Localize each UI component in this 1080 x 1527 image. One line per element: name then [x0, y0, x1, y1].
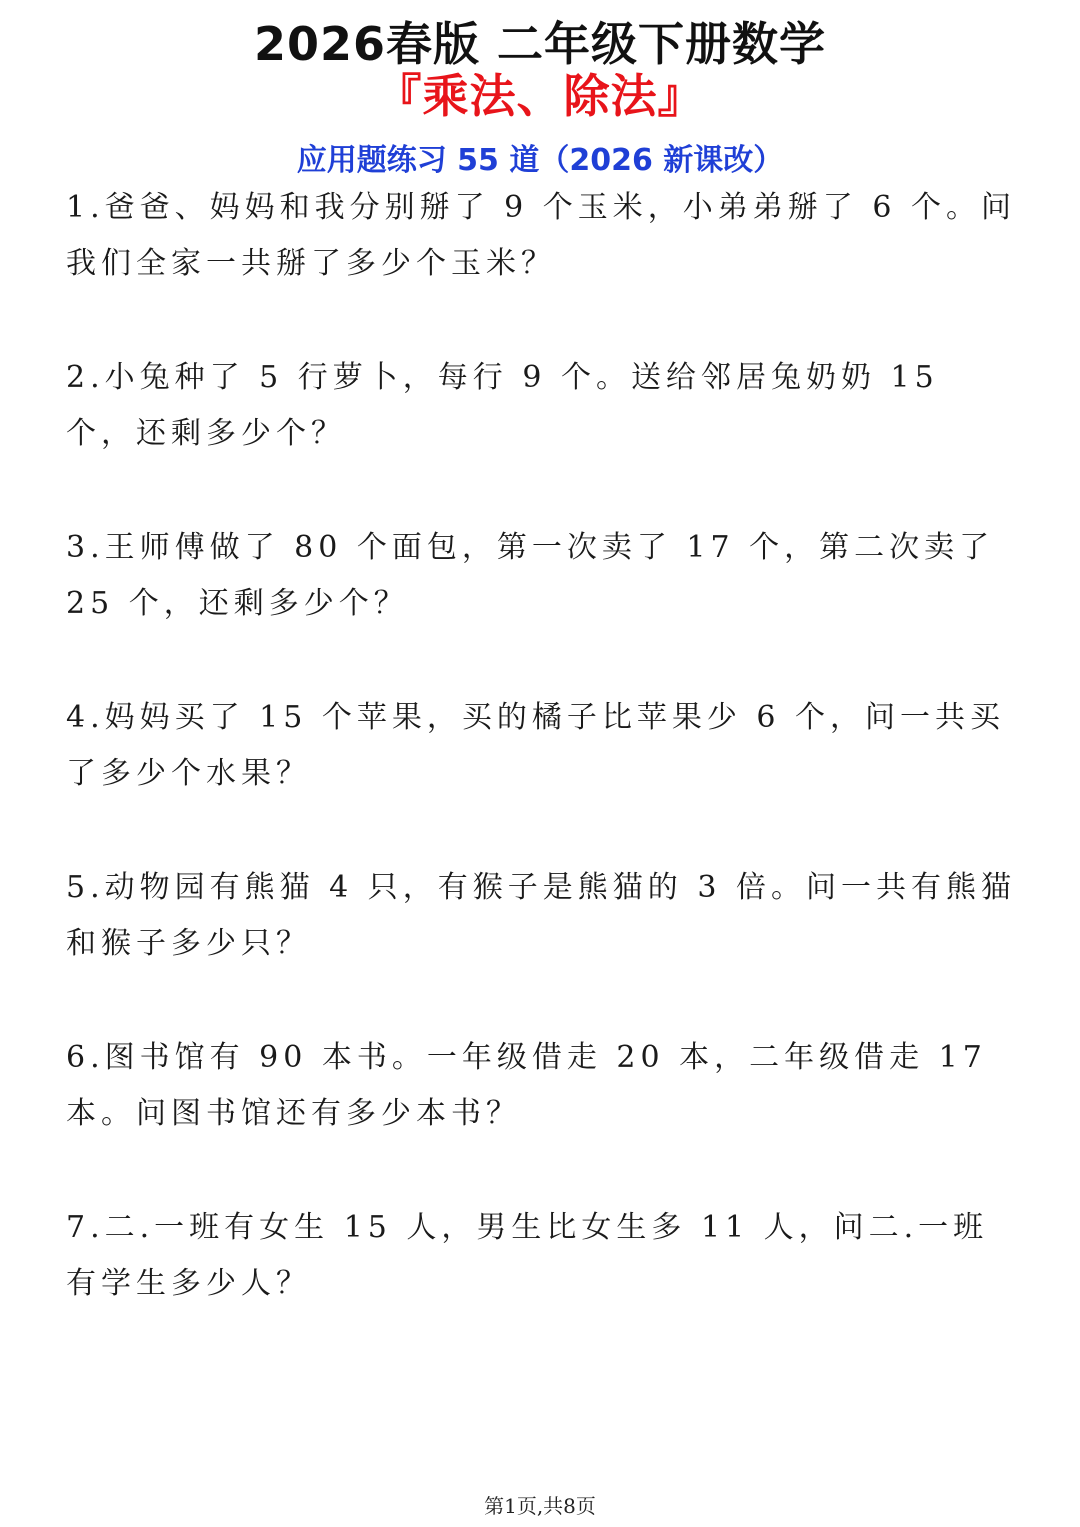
- problem-item-7: 7.二.一班有女生 15 人，男生比女生多 11 人，问二.一班有学生多少人？: [66, 1210, 989, 1301]
- page-title: 2026春版 二年级下册数学: [253, 17, 827, 71]
- problem-list: [66, 180, 1016, 1370]
- page-number: 第1页,共8页: [484, 1494, 596, 1518]
- problem-item-1: 1.爸爸、妈妈和我分别掰了 9 个玉米，小弟弟掰了 6 个。问我们全家一共掰了多少个玉米？: [66, 190, 1016, 281]
- problem-item-4: 4.妈妈买了 15 个苹果，买的橘子比苹果少 6 个，问一共买了多少个水果？: [66, 700, 1006, 791]
- problem-item-3: 3.王师傅做了 80 个面包，第一次卖了 17 个，第二次卖了 25 个，还剩多少个？: [66, 530, 995, 621]
- topic-heading: 『乘法、除法』: [375, 69, 705, 123]
- subtitle: 应用题练习 55 道（2026 新课改）: [296, 143, 784, 178]
- problem-item-5: 5.动物园有熊猫 4 只，有猴子是熊猫的 3 倍。问一共有熊猫和猴子多少只？: [66, 870, 1016, 961]
- problem-item-2: 2.小兔种了 5 行萝卜，每行 9 个。送给邻居兔奶奶 15 个，还剩多少个？: [66, 360, 939, 451]
- problem-item-6: 6.图书馆有 90 本书。一年级借走 20 本，二年级借走 17 本。问图书馆还有多少本书？: [66, 1040, 987, 1131]
